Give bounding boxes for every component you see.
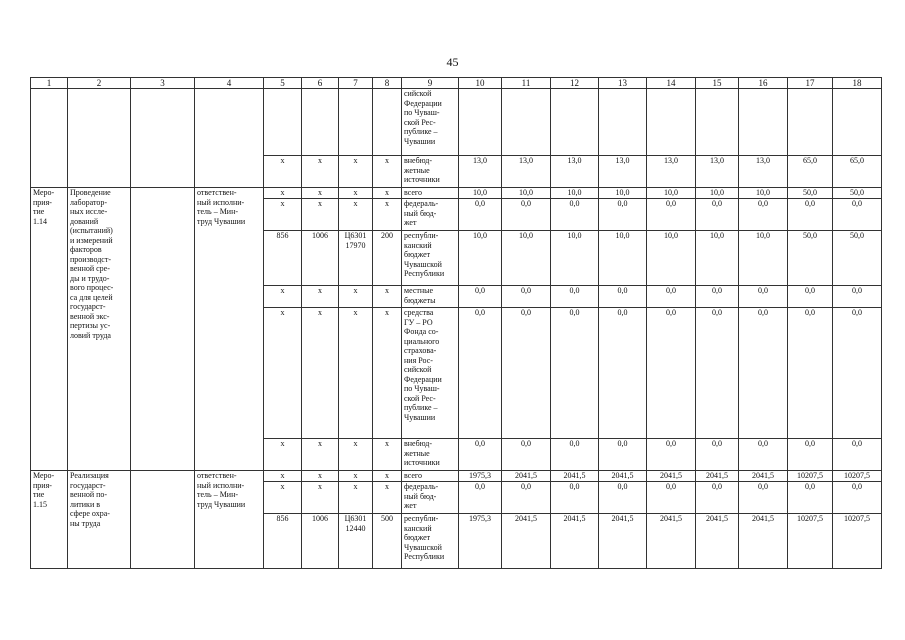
csr-code-cell	[339, 231, 373, 286]
measure-label-cell-line: тие	[33, 207, 45, 216]
amount-cell: 0,0	[502, 482, 551, 514]
csr-code-cell: x	[339, 188, 373, 199]
amount-cell: 0,0	[788, 199, 833, 231]
csr-code-part: Ц6301	[344, 231, 367, 240]
amount-cell: 10,0	[551, 231, 599, 286]
column-number: 6	[302, 78, 339, 89]
executor-cell-line: ный исполни-	[197, 480, 245, 490]
gr-code-cell: x	[264, 286, 302, 308]
funding-source-cell-line: средства	[404, 308, 434, 317]
gr-code-cell: x	[264, 308, 302, 439]
program-table	[30, 77, 882, 569]
funding-source-cell-line: ный бюд-	[404, 491, 437, 501]
funding-source-cell	[402, 514, 459, 569]
executor-cell-line: тель – Мин-	[197, 207, 239, 216]
rz-pr-code-cell: x	[302, 188, 339, 199]
amount-cell: 10,0	[502, 188, 551, 199]
measure-col3-cell	[131, 188, 195, 471]
column-number: 3	[131, 78, 195, 89]
gr-code-cell: x	[264, 188, 302, 199]
measure-name-cell-line: государст-	[70, 480, 106, 490]
funding-source-cell-line: внебюд-	[404, 156, 432, 165]
amount-cell: 0,0	[502, 286, 551, 308]
amount-cell: 13,0	[459, 156, 502, 188]
csr-code-cell	[339, 514, 373, 569]
measure-name-cell-line: факторов	[70, 245, 102, 254]
funding-source-cell-line: публике –	[404, 403, 438, 412]
amount-cell	[739, 89, 788, 156]
measure-name-cell-line: венной сре-	[70, 264, 110, 273]
vr-code-cell: x	[373, 471, 402, 482]
funding-source-cell-line: циального	[404, 336, 440, 346]
amount-cell: 1975,3	[459, 514, 502, 569]
funding-source-cell	[402, 199, 459, 231]
rz-pr-code-cell: x	[302, 308, 339, 439]
amount-cell: 10,0	[739, 231, 788, 286]
amount-cell: 0,0	[647, 308, 696, 439]
measure-label-cell-line: тие	[33, 490, 45, 499]
column-number: 11	[502, 78, 551, 89]
measure-label-cell-line: прия-	[33, 480, 52, 490]
column-number: 8	[373, 78, 402, 89]
funding-source-cell-line: сийской	[404, 365, 432, 374]
executor-cell-line: труд Чувашии	[197, 216, 246, 226]
amount-cell: 0,0	[696, 439, 739, 471]
funding-source-cell-line: бюджет	[404, 250, 431, 259]
amount-cell	[599, 89, 647, 156]
column-number: 5	[264, 78, 302, 89]
funding-source-cell	[402, 308, 459, 439]
amount-cell: 0,0	[599, 308, 647, 439]
amount-cell: 10207,5	[833, 471, 882, 482]
funding-source-cell-line: Федерации	[404, 98, 442, 108]
funding-source-cell-line: бюджет	[404, 533, 431, 542]
amount-cell: 2041,5	[739, 471, 788, 482]
measure-label-cell-line: Меро-	[33, 471, 55, 480]
measure-name-cell-line: ловий труда	[70, 330, 111, 340]
funding-source-cell-line: жет	[404, 218, 417, 227]
amount-cell: 2041,5	[502, 514, 551, 569]
column-number: 16	[739, 78, 788, 89]
amount-cell: 0,0	[459, 482, 502, 514]
measure-name-cell-line: Реализация	[70, 471, 109, 480]
amount-cell: 0,0	[599, 482, 647, 514]
measure-label-cell-line: 1.15	[33, 499, 47, 509]
amount-cell: 2041,5	[647, 514, 696, 569]
amount-cell: 10,0	[599, 188, 647, 199]
column-number: 9	[402, 78, 459, 89]
amount-cell: 50,0	[833, 231, 882, 286]
csr-code-cell: x	[339, 199, 373, 231]
column-number: 10	[459, 78, 502, 89]
amount-cell: 1975,3	[459, 471, 502, 482]
amount-cell: 0,0	[739, 308, 788, 439]
amount-cell	[459, 89, 502, 156]
amount-cell: 0,0	[739, 482, 788, 514]
vr-code-cell: x	[373, 156, 402, 188]
table-row	[31, 89, 882, 156]
rz-pr-code-cell: 1006	[302, 231, 339, 286]
amount-cell: 10,0	[459, 188, 502, 199]
executor-cell-line: труд Чувашии	[197, 499, 246, 509]
measure-name-cell-line: производст-	[70, 254, 111, 264]
amount-cell: 0,0	[551, 199, 599, 231]
gr-code-cell: x	[264, 199, 302, 231]
column-number: 18	[833, 78, 882, 89]
funding-source-cell	[402, 231, 459, 286]
rz-pr-code-cell: 1006	[302, 514, 339, 569]
amount-cell: 50,0	[788, 231, 833, 286]
amount-cell: 2041,5	[551, 471, 599, 482]
amount-cell: 10,0	[551, 188, 599, 199]
column-number-row	[31, 78, 882, 89]
funding-source-cell-line: местные	[404, 286, 434, 295]
amount-cell: 0,0	[833, 482, 882, 514]
measure-name-cell-line: государст-	[70, 302, 106, 311]
funding-source-cell-line: источники	[404, 175, 440, 184]
amount-cell: 0,0	[647, 286, 696, 308]
measure-name-cell-line: пертизы ус-	[70, 321, 111, 330]
amount-cell: 0,0	[833, 199, 882, 231]
amount-cell: 13,0	[647, 156, 696, 188]
gr-code-cell: x	[264, 471, 302, 482]
vr-code-cell: x	[373, 439, 402, 471]
rz-pr-code-cell: x	[302, 286, 339, 308]
amount-cell: 0,0	[788, 308, 833, 439]
executor-cell	[195, 188, 264, 471]
vr-code-cell: 500	[373, 514, 402, 569]
measure-name-cell	[68, 471, 131, 569]
measure-label-cell-line: 1.14	[33, 216, 47, 226]
rz-pr-code-cell: x	[302, 439, 339, 471]
amount-cell: 13,0	[502, 156, 551, 188]
amount-cell: 0,0	[833, 308, 882, 439]
measure-name-cell-line: лаборатор-	[70, 197, 108, 207]
amount-cell: 2041,5	[647, 471, 696, 482]
amount-cell: 0,0	[459, 286, 502, 308]
amount-cell: 10,0	[502, 231, 551, 286]
column-number: 4	[195, 78, 264, 89]
amount-cell: 2041,5	[599, 471, 647, 482]
amount-cell: 0,0	[599, 439, 647, 471]
amount-cell: 2041,5	[599, 514, 647, 569]
executor-cell-line: ответствен-	[197, 471, 237, 480]
amount-cell: 0,0	[739, 286, 788, 308]
amount-cell: 10,0	[696, 231, 739, 286]
amount-cell: 0,0	[551, 482, 599, 514]
amount-cell	[647, 89, 696, 156]
funding-source-cell-line: канский	[404, 240, 432, 250]
column-number: 15	[696, 78, 739, 89]
funding-source-cell-line: ской Рес-	[404, 393, 436, 403]
amount-cell: 2041,5	[696, 471, 739, 482]
amount-cell: 0,0	[459, 199, 502, 231]
amount-cell: 0,0	[788, 439, 833, 471]
funding-source-cell-line: страхова-	[404, 346, 437, 355]
gr-code-cell: x	[264, 156, 302, 188]
funding-source-cell-line: публике –	[404, 127, 438, 136]
measure-col3-cell	[131, 471, 195, 569]
amount-cell: 0,0	[788, 286, 833, 308]
vr-code-cell: x	[373, 286, 402, 308]
funding-source-cell-line: ской Рес-	[404, 117, 436, 127]
vr-code-cell: x	[373, 482, 402, 514]
csr-code-part: 12440	[345, 523, 366, 533]
amount-cell: 10,0	[647, 188, 696, 199]
gr-code-cell	[264, 89, 302, 156]
measure-name-cell-line: дований	[70, 216, 99, 226]
page-number: 45	[446, 55, 459, 69]
column-number: 7	[339, 78, 373, 89]
funding-source-cell-line: федераль-	[404, 482, 439, 491]
amount-cell: 0,0	[833, 286, 882, 308]
csr-code-cell	[339, 89, 373, 156]
funding-source-cell-line: Чувашской	[404, 259, 442, 269]
funding-source-cell-line: сийской	[404, 89, 432, 98]
amount-cell: 13,0	[551, 156, 599, 188]
amount-cell: 50,0	[833, 188, 882, 199]
amount-cell: 0,0	[551, 286, 599, 308]
amount-cell: 0,0	[502, 439, 551, 471]
gr-code-cell: 856	[264, 231, 302, 286]
funding-source-cell-line: республи-	[404, 231, 439, 240]
amount-cell: 0,0	[696, 482, 739, 514]
funding-source-cell-line: федераль-	[404, 199, 439, 208]
amount-cell: 10207,5	[833, 514, 882, 569]
csr-code-cell: x	[339, 286, 373, 308]
amount-cell: 2041,5	[551, 514, 599, 569]
amount-cell: 10207,5	[788, 514, 833, 569]
amount-cell: 10,0	[739, 188, 788, 199]
measure-name-cell-line: и измерений	[70, 235, 113, 245]
vr-code-cell: x	[373, 199, 402, 231]
measure-label-cell-line: Меро-	[33, 188, 55, 197]
amount-cell: 0,0	[459, 439, 502, 471]
funding-source-cell	[402, 439, 459, 471]
measure-name-cell-line: ных иссле-	[70, 207, 108, 216]
csr-code-cell: x	[339, 482, 373, 514]
amount-cell: 0,0	[739, 199, 788, 231]
csr-code-cell: x	[339, 439, 373, 471]
measure-name-cell-line: ны труда	[70, 518, 101, 528]
vr-code-cell: x	[373, 188, 402, 199]
executor-cell-line: ответствен-	[197, 188, 237, 197]
amount-cell: 10,0	[647, 231, 696, 286]
column-number: 17	[788, 78, 833, 89]
funding-source-cell-line: жет	[404, 501, 417, 510]
funding-source-cell	[402, 188, 459, 199]
rz-pr-code-cell: x	[302, 471, 339, 482]
gr-code-cell: x	[264, 439, 302, 471]
measure-label-cell	[31, 471, 68, 569]
funding-source-cell-line: всего	[404, 471, 423, 480]
funding-source-cell-line: Республики	[404, 552, 445, 561]
funding-source-cell-line: ный бюд-	[404, 208, 437, 218]
amount-cell: 0,0	[696, 286, 739, 308]
measure-name-cell	[68, 188, 131, 471]
measure-label-cell	[31, 188, 68, 471]
amount-cell: 65,0	[788, 156, 833, 188]
csr-code-cell: x	[339, 308, 373, 439]
measure-name-cell-line: ды и трудо-	[70, 273, 110, 283]
amount-cell: 0,0	[551, 439, 599, 471]
measure-name-cell-line: литики в	[70, 499, 100, 509]
amount-cell: 0,0	[647, 439, 696, 471]
funding-source-cell	[402, 482, 459, 514]
funding-source-cell	[402, 156, 459, 188]
measure-name-cell-line: сфере охра-	[70, 509, 110, 518]
amount-cell: 0,0	[647, 482, 696, 514]
measure-name-cell-line: венной по-	[70, 490, 108, 499]
amount-cell: 10,0	[459, 231, 502, 286]
measure-name-cell-line: Проведение	[70, 188, 111, 197]
gr-code-cell: 856	[264, 514, 302, 569]
funding-source-cell-line: Чувашии	[404, 412, 436, 422]
measure-col3-cell	[131, 89, 195, 188]
rz-pr-code-cell	[302, 89, 339, 156]
funding-source-cell-line: по Чуваш-	[404, 384, 440, 393]
funding-source-cell-line: жетные	[404, 165, 430, 175]
funding-source-cell-line: Республики	[404, 269, 445, 278]
funding-source-cell-line: ния Рос-	[404, 355, 433, 365]
csr-code-cell: x	[339, 156, 373, 188]
table-row	[31, 471, 882, 482]
amount-cell	[551, 89, 599, 156]
column-number: 2	[68, 78, 131, 89]
funding-source-cell-line: жетные	[404, 448, 430, 458]
funding-source-cell-line: Фонда со-	[404, 327, 439, 336]
executor-cell	[195, 89, 264, 188]
funding-source-cell-line: бюджеты	[404, 295, 436, 305]
amount-cell: 10207,5	[788, 471, 833, 482]
executor-cell-line: тель – Мин-	[197, 490, 239, 499]
amount-cell: 0,0	[502, 199, 551, 231]
amount-cell	[696, 89, 739, 156]
column-number: 12	[551, 78, 599, 89]
amount-cell: 0,0	[739, 439, 788, 471]
amount-cell: 0,0	[696, 308, 739, 439]
amount-cell: 13,0	[599, 156, 647, 188]
funding-source-cell	[402, 89, 459, 156]
measure-name-cell-line: са для целей	[70, 292, 113, 302]
measure-name-cell	[68, 89, 131, 188]
rz-pr-code-cell: x	[302, 482, 339, 514]
amount-cell	[502, 89, 551, 156]
measure-name-cell-line: вого процес-	[70, 283, 114, 292]
executor-cell	[195, 471, 264, 569]
vr-code-cell: 200	[373, 231, 402, 286]
funding-source-cell-line: ГУ – РО	[404, 317, 433, 327]
amount-cell: 2041,5	[502, 471, 551, 482]
funding-source-cell-line: внебюд-	[404, 439, 432, 448]
executor-cell-line: ный исполни-	[197, 197, 245, 207]
amount-cell: 13,0	[739, 156, 788, 188]
amount-cell: 0,0	[459, 308, 502, 439]
column-number: 14	[647, 78, 696, 89]
funding-source-cell-line: источники	[404, 458, 440, 467]
amount-cell: 0,0	[833, 439, 882, 471]
amount-cell: 2041,5	[739, 514, 788, 569]
amount-cell: 0,0	[696, 199, 739, 231]
vr-code-cell: x	[373, 308, 402, 439]
amount-cell	[788, 89, 833, 156]
gr-code-cell: x	[264, 482, 302, 514]
funding-source-cell	[402, 471, 459, 482]
amount-cell: 10,0	[599, 231, 647, 286]
amount-cell: 0,0	[599, 199, 647, 231]
rz-pr-code-cell: x	[302, 156, 339, 188]
table-row	[31, 188, 882, 199]
rz-pr-code-cell: x	[302, 199, 339, 231]
measure-label-cell	[31, 89, 68, 188]
csr-code-part: 17970	[345, 240, 366, 250]
csr-code-part: Ц6301	[344, 514, 367, 523]
csr-code-cell: x	[339, 471, 373, 482]
funding-source-cell	[402, 286, 459, 308]
measure-label-cell-line: прия-	[33, 197, 52, 207]
amount-cell: 2041,5	[696, 514, 739, 569]
funding-source-cell-line: республи-	[404, 514, 439, 523]
funding-source-cell-line: всего	[404, 188, 423, 197]
amount-cell: 0,0	[647, 199, 696, 231]
measure-name-cell-line: венной экс-	[70, 311, 110, 321]
vr-code-cell	[373, 89, 402, 156]
funding-source-cell-line: канский	[404, 523, 432, 533]
amount-cell: 50,0	[788, 188, 833, 199]
amount-cell: 0,0	[788, 482, 833, 514]
funding-source-cell-line: Чувашии	[404, 136, 436, 146]
amount-cell: 10,0	[696, 188, 739, 199]
measure-name-cell-line: (испытаний)	[70, 226, 113, 235]
amount-cell: 0,0	[599, 286, 647, 308]
funding-source-cell-line: Чувашской	[404, 542, 442, 552]
funding-source-cell-line: по Чуваш-	[404, 108, 440, 117]
amount-cell: 13,0	[696, 156, 739, 188]
column-number: 13	[599, 78, 647, 89]
column-number: 1	[31, 78, 68, 89]
amount-cell: 65,0	[833, 156, 882, 188]
amount-cell: 0,0	[551, 308, 599, 439]
amount-cell	[833, 89, 882, 156]
amount-cell: 0,0	[502, 308, 551, 439]
funding-source-cell-line: Федерации	[404, 374, 442, 384]
